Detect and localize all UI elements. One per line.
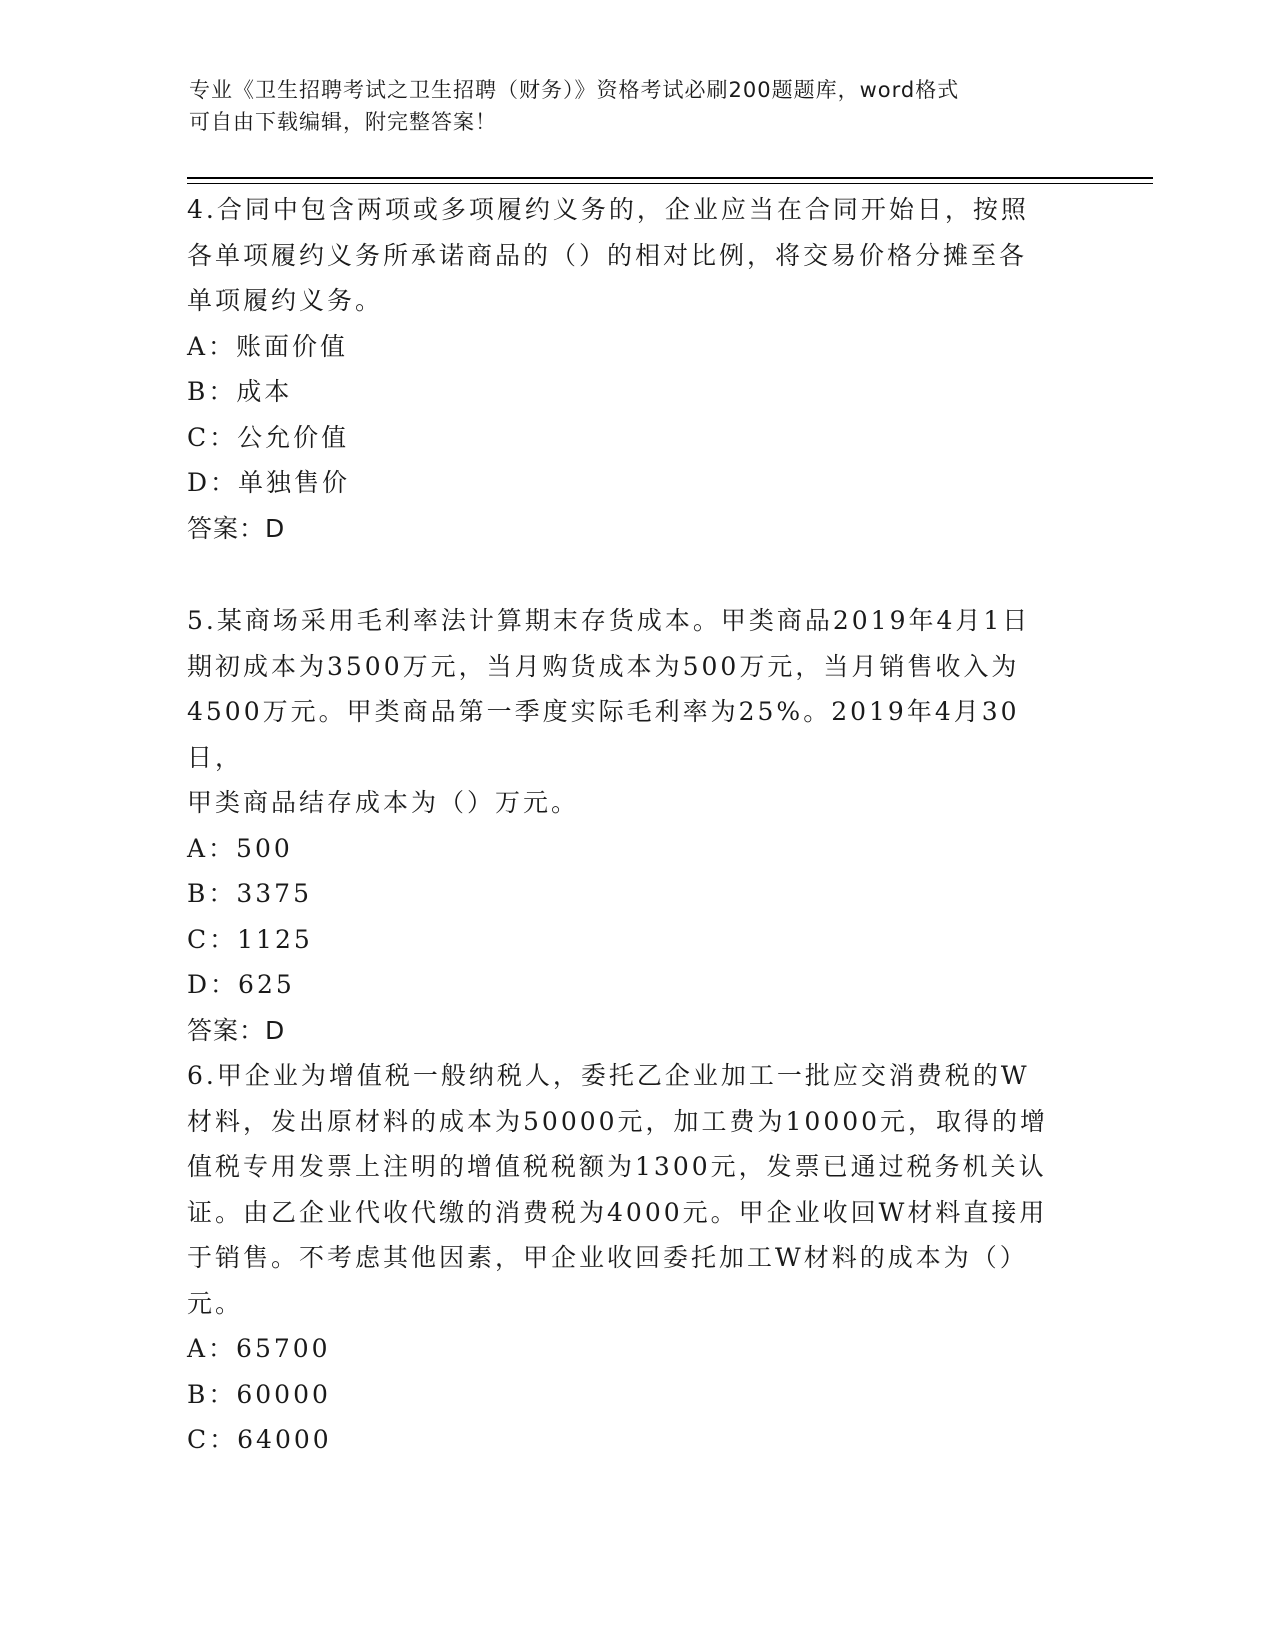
question-stem-line: 甲类商品结存成本为（）万元。 [187,788,580,817]
header-divider-thick [187,177,1153,179]
header-line-1: 专业《卫生招聘考试之卫生招聘（财务）》资格考试必刷200题题库，word格式 [189,78,960,102]
option-c: C：64000 [187,1425,332,1454]
question-stem-line: 各单项履约义务所承诺商品的（）的相对比例，将交易价格分摊至各 [187,240,1028,270]
question-stem-line: 期初成本为3500万元，当月购货成本为500万元，当月销售收入为 [187,651,1020,681]
question-stem-line: 6.甲企业为增值税一般纳税人，委托乙企业加工一批应交消费税的W [187,1061,1030,1090]
question-6 [187,1053,1067,1463]
option-d: D：单独售价 [187,468,351,497]
question-stem-line: 4500万元。甲类商品第一季度实际毛利率为25%。2019年4月30日， [187,697,1020,772]
answer: 答案：D [187,1015,286,1045]
document-header [189,74,1089,138]
option-a: A：65700 [187,1334,331,1363]
option-a: A：账面价值 [187,331,349,361]
header-line-2: 可自由下载编辑，附完整答案！ [189,110,497,134]
question-stem-line: 4.合同中包含两项或多项履约义务的，企业应当在合同开始日，按照 [187,195,1029,224]
option-c: C：公允价值 [187,422,350,452]
question-stem-line: 值税专用发票上注明的增值税税额为1300元，发票已通过税务机关认 [187,1152,1047,1181]
option-b: B：3375 [187,879,312,908]
option-c: C：1125 [187,924,313,954]
question-stem-line: 于销售。不考虑其他因素，甲企业收回委托加工W材料的成本为（） [187,1243,1028,1272]
option-a: A：500 [187,833,293,863]
header-divider-thin [187,183,1153,184]
question-stem-line: 证。由乙企业代收代缴的消费税为4000元。甲企业收回W材料直接用 [187,1197,1048,1227]
question-stem-line: 元。 [187,1288,244,1318]
question-stem-line: 单项履约义务。 [187,286,384,315]
question-4 [187,187,1067,551]
option-b: B：成本 [187,377,293,406]
question-stem-line: 5.某商场采用毛利率法计算期末存货成本。甲类商品2019年4月1日 [187,606,1031,635]
answer: 答案：D [187,513,286,543]
option-b: B：60000 [187,1379,331,1409]
option-d: D：625 [187,970,295,999]
question-stem-line: 材料，发出原材料的成本为50000元，加工费为10000元，取得的增 [187,1106,1049,1136]
question-5 [187,598,1067,1053]
